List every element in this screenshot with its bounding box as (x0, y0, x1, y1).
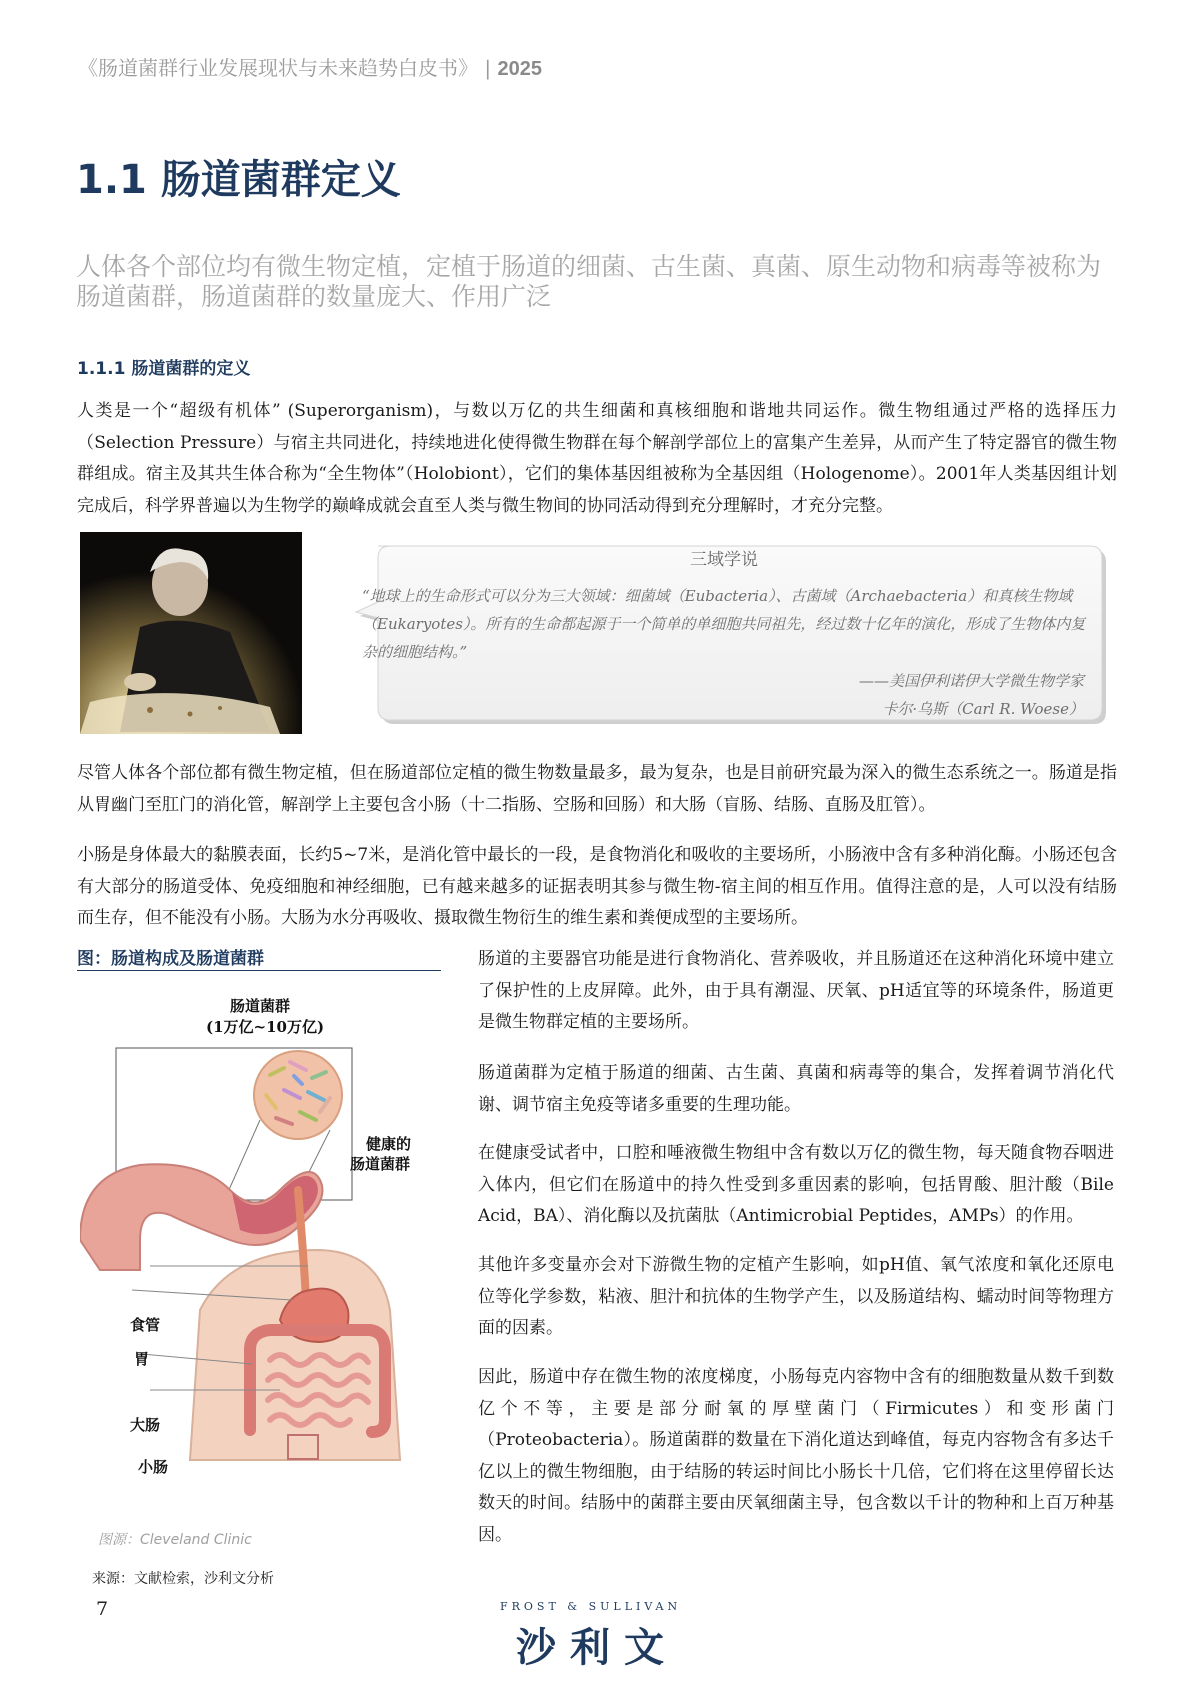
label-microbiota-count: (1万亿~10万亿) (206, 1018, 325, 1036)
document-year: 2025 (497, 58, 542, 80)
intestine-figure (80, 980, 440, 1480)
paragraph-small-intestine: 小肠是身体最大的黏膜表面，长约5~7米，是消化管中最长的一段，是食物消化和吸收的主要场所，小肠液中含有多种消化酶。小肠还包含有大部分的肠道受体、免疫细胞和神经细胞，已有越来越多的证据表明其参与微生物-宿主间的相互作用。值得注意的是，人可以没有结肠而生存，但不能没有小肠。大肠为水分再吸收、摄取微生物衍生的维生素和粪便成型的主要场所。 (77, 845, 1117, 928)
quote-attribution-name: 卡尔·乌斯（Carl R. Woese） (882, 700, 1084, 718)
paragraph-intestine-function: 肠道的主要器官功能是进行食物消化、营养吸收，并且肠道还在这种消化环境中建立了保护性的上皮屏障。此外，由于具有潮湿、厌氧、pH适宜等的环境条件，肠道更是微生物群定植的主要场所。 (478, 949, 1114, 1032)
label-large-intestine: 大肠 (130, 1416, 161, 1434)
document-header (78, 52, 542, 81)
header-separator: | (478, 56, 498, 80)
label-microbiota: 肠道菌群 (230, 997, 291, 1015)
figure-image-source: 图源：Cleveland Clinic (98, 1532, 252, 1548)
portrait-illustration (80, 532, 302, 734)
figure-title-rule (77, 970, 441, 971)
logo-chinese: 沙利文 (516, 1625, 678, 1671)
intestine-illustration (80, 980, 440, 1480)
subsection-title: 1.1.1 肠道菌群的定义 (77, 359, 251, 379)
label-healthy-line2: 肠道菌群 (350, 1155, 411, 1173)
label-healthy-line1: 健康的 (366, 1135, 412, 1153)
source-note: 来源：文献检索，沙利文分析 (92, 1571, 274, 1587)
section-title: 1.1 肠道菌群定义 (76, 157, 401, 203)
document-title: 《肠道菌群行业发展现状与未来趋势白皮书》 (78, 56, 478, 80)
portrait-photo (80, 532, 302, 734)
quote-text: “地球上的生命形式可以分为三大领域：细菌域（Eubacteria）、古菌域（Archaebacteria）和真核生物域（Eukaryotes）。所有的生命都起源于一个简单的单细胞共同祖先，经过数十亿年的演化，形成了生物体内复杂的细胞结构。” (362, 587, 1086, 661)
paragraph-superorganism: 人类是一个“超级有机体” (Superorganism)，与数以万亿的共生细菌和真核细胞和谐地共同运作。微生物组通过严格的选择压力（Selection Pressure）与宿主共同进化，持续地进化使得微生物群在每个解剖学部位上的富集产生差异，从而产生了特定器官的微生物群组成。宿主及其共生体合称为“全生物体”（Holobiont），它们的集体基因组被称为全基因组（Hologenome）。2001年人类基因组计划完成后，科学界普遍以为生物学的巅峰成就会直至人类与微生物间的协同活动得到充分理解时，才充分完整。 (77, 401, 1117, 516)
label-small-intestine: 小肠 (138, 1458, 169, 1476)
figure-title: 图：肠道构成及肠道菌群 (77, 949, 264, 969)
quote-title: 三域学说 (690, 550, 758, 570)
paragraph-intestine-definition: 尽管人体各个部位都有微生物定植，但在肠道部位定植的微生物数量最多，最为复杂，也是目前研究最为深入的微生态系统之一。肠道是指从胃幽门至肛门的消化管，解剖学上主要包含小肠（十二指肠、空肠和回肠）和大肠（盲肠、结肠、直肠及肛管）。 (77, 763, 1117, 815)
paragraph-oral-microbes: 在健康受试者中，口腔和唾液微生物组中含有数以万亿的微生物，每天随食物吞咽进入体内，但它们在肠道中的持久性受到多重因素的影响，包括胃酸、胆汁酸（Bile Acid，BA）、消化酶以及抗菌肽（Antimicrobial Peptides，AMPs）的作用。 (478, 1143, 1114, 1226)
label-stomach: 胃 (134, 1350, 150, 1368)
page-number: 7 (96, 1598, 109, 1620)
paragraph-variables: 其他许多变量亦会对下游微生物的定植产生影响，如pH值、氧气浓度和氧化还原电位等化学参数，粘液、胆汁和抗体的生物学产生，以及肠道结构、蠕动时间等物理方面的因素。 (478, 1255, 1114, 1338)
paragraph-concentration-gradient: 因此，肠道中存在微生物的浓度梯度，小肠每克内容物中含有的细胞数量从数千到数亿个不等，主要是部分耐氧的厚壁菌门（Firmicutes）和变形菌门（Proteobacteria）。肠道菌群的数量在下消化道达到峰值，每克内容物含有多达千亿以上的微生物细胞，由于结肠的转运时间比小肠长十几倍，它们将在这里停留长达数天的时间。结肠中的菌群主要由厌氧细菌主导，包含数以千计的物种和上百万种基因。 (478, 1367, 1114, 1545)
section-lead: 人体各个部位均有微生物定植，定植于肠道的细菌、古生菌、真菌、原生动物和病毒等被称为肠道菌群，肠道菌群的数量庞大、作用广泛 (76, 252, 1102, 311)
quote-attribution-role: ——美国伊利诺伊大学微生物学家 (858, 672, 1084, 690)
paragraph-microbiota-role: 肠道菌群为定植于肠道的细菌、古生菌、真菌和病毒等的集合，发挥着调节消化代谢、调节宿主免疫等诸多重要的生理功能。 (478, 1063, 1114, 1115)
label-esophagus: 食管 (130, 1316, 161, 1334)
logo-english: FROST & SULLIVAN (500, 1600, 682, 1613)
